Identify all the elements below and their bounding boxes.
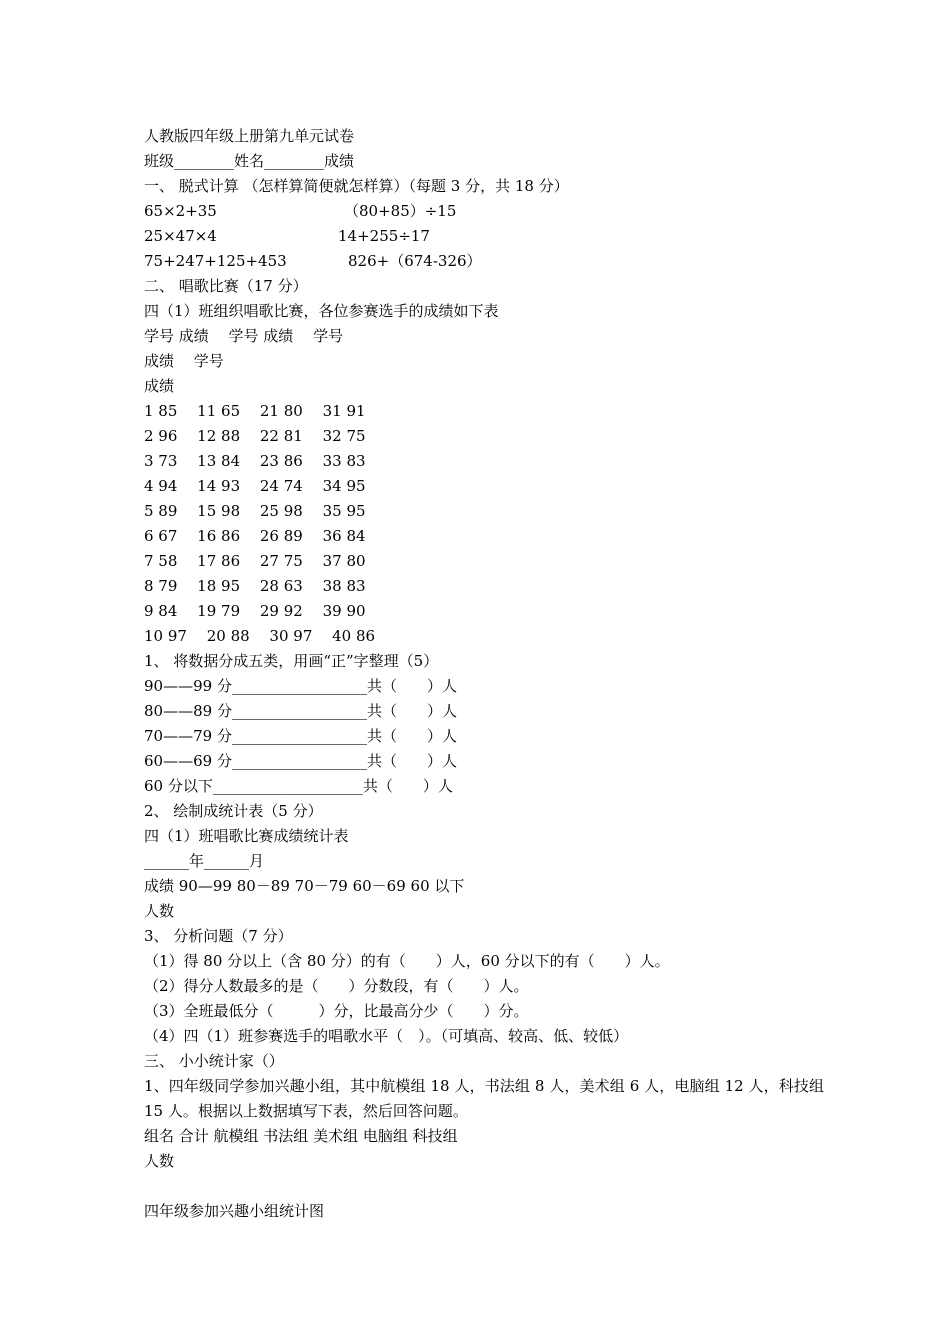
document-title: 人教版四年级上册第九单元试卷	[144, 127, 355, 145]
group-table-row: 人数	[144, 1152, 175, 1170]
tally-line: 80——89 分__________________共（ ）人	[144, 702, 457, 720]
score-table-row: 10 97 20 88 30 97 40 86	[144, 627, 376, 645]
score-table-header: 成绩	[144, 377, 175, 395]
analysis-question: （3）全班最低分（ ）分，比最高分少（ ）分。	[144, 1002, 529, 1020]
score-table-header: 学号 成绩 学号 成绩 学号	[144, 327, 344, 345]
tally-line: 70——79 分__________________共（ ）人	[144, 727, 457, 745]
question-2-heading: 2、 绘制成统计表（5 分）	[144, 802, 323, 820]
score-table-row: 5 89 15 98 25 98 35 95	[144, 502, 366, 520]
blank-spacer	[144, 1174, 824, 1199]
analysis-question: （2）得分人数最多的是（ ）分数段，有（ ）人。	[144, 977, 529, 995]
score-table-row: 9 84 19 79 29 92 39 90	[144, 602, 366, 620]
score-table-row: 6 67 16 86 26 89 36 84	[144, 527, 366, 545]
question-3-heading: 3、 分析问题（7 分）	[144, 927, 293, 945]
calc-problem: 826+（674-326）	[348, 252, 482, 270]
calc-problem: 65×2+35	[144, 202, 217, 220]
stats-table-row: 成绩 90—99 80－89 70－79 60－69 60 以下	[144, 877, 465, 895]
calc-row	[144, 224, 824, 249]
question-1-heading: 1、 将数据分成五类，用画“正”字整理（5）	[144, 652, 439, 670]
group-table-row: 组名 合计 航模组 书法组 美术组 电脑组 科技组	[144, 1127, 458, 1145]
score-table-row: 7 58 17 86 27 75 37 80	[144, 552, 366, 570]
calc-problem: 75+247+125+453	[144, 252, 287, 270]
calc-row	[144, 249, 824, 274]
tally-line: 90——99 分__________________共（ ）人	[144, 677, 457, 695]
section-1-heading: 一、 脱式计算 （怎样算简便就怎样算）（每题 3 分，共 18 分）	[144, 177, 569, 195]
section-3-heading: 三、 小小统计家（）	[144, 1052, 284, 1070]
stats-table-date: ______年______月	[144, 852, 265, 870]
score-table-header: 成绩 学号	[144, 352, 224, 370]
section-3-paragraph: 1、四年级同学参加兴趣小组，其中航模组 18 人，书法组 8 人，美术组 6 人，电脑组 12 人，科技组 15 人。根据以上数据填写下表，然后回答问题。	[144, 1077, 824, 1120]
score-table-row: 4 94 14 93 24 74 34 95	[144, 477, 366, 495]
chart-caption: 四年级参加兴趣小组统计图	[144, 1202, 325, 1220]
section-2-intro: 四（1）班组织唱歌比赛，各位参赛选手的成绩如下表	[144, 302, 499, 320]
stats-table-title: 四（1）班唱歌比赛成绩统计表	[144, 827, 349, 845]
tally-line: 60——69 分__________________共（ ）人	[144, 752, 457, 770]
score-table-row: 3 73 13 84 23 86 33 83	[144, 452, 366, 470]
document-body	[144, 124, 824, 1224]
analysis-question: （1）得 80 分以上（含 80 分）的有（ ）人，60 分以下的有（ ）人。	[144, 952, 670, 970]
tally-line: 60 分以下____________________共（ ）人	[144, 777, 453, 795]
calc-problem: （80+85）÷15	[344, 202, 457, 220]
analysis-question: （4）四（1）班参赛选手的唱歌水平（ ）。（可填高、较高、低、较低）	[144, 1027, 629, 1045]
section-2-heading: 二、 唱歌比赛（17 分）	[144, 277, 308, 295]
stats-table-row: 人数	[144, 902, 175, 920]
score-table-row: 1 85 11 65 21 80 31 91	[144, 402, 366, 420]
calc-problem: 14+255÷17	[338, 227, 430, 245]
student-info-line: 班级________姓名________成绩	[144, 152, 355, 170]
calc-row	[144, 199, 824, 224]
score-table-row: 8 79 18 95 28 63 38 83	[144, 577, 366, 595]
score-table-row: 2 96 12 88 22 81 32 75	[144, 427, 366, 445]
calc-problem: 25×47×4	[144, 227, 217, 245]
